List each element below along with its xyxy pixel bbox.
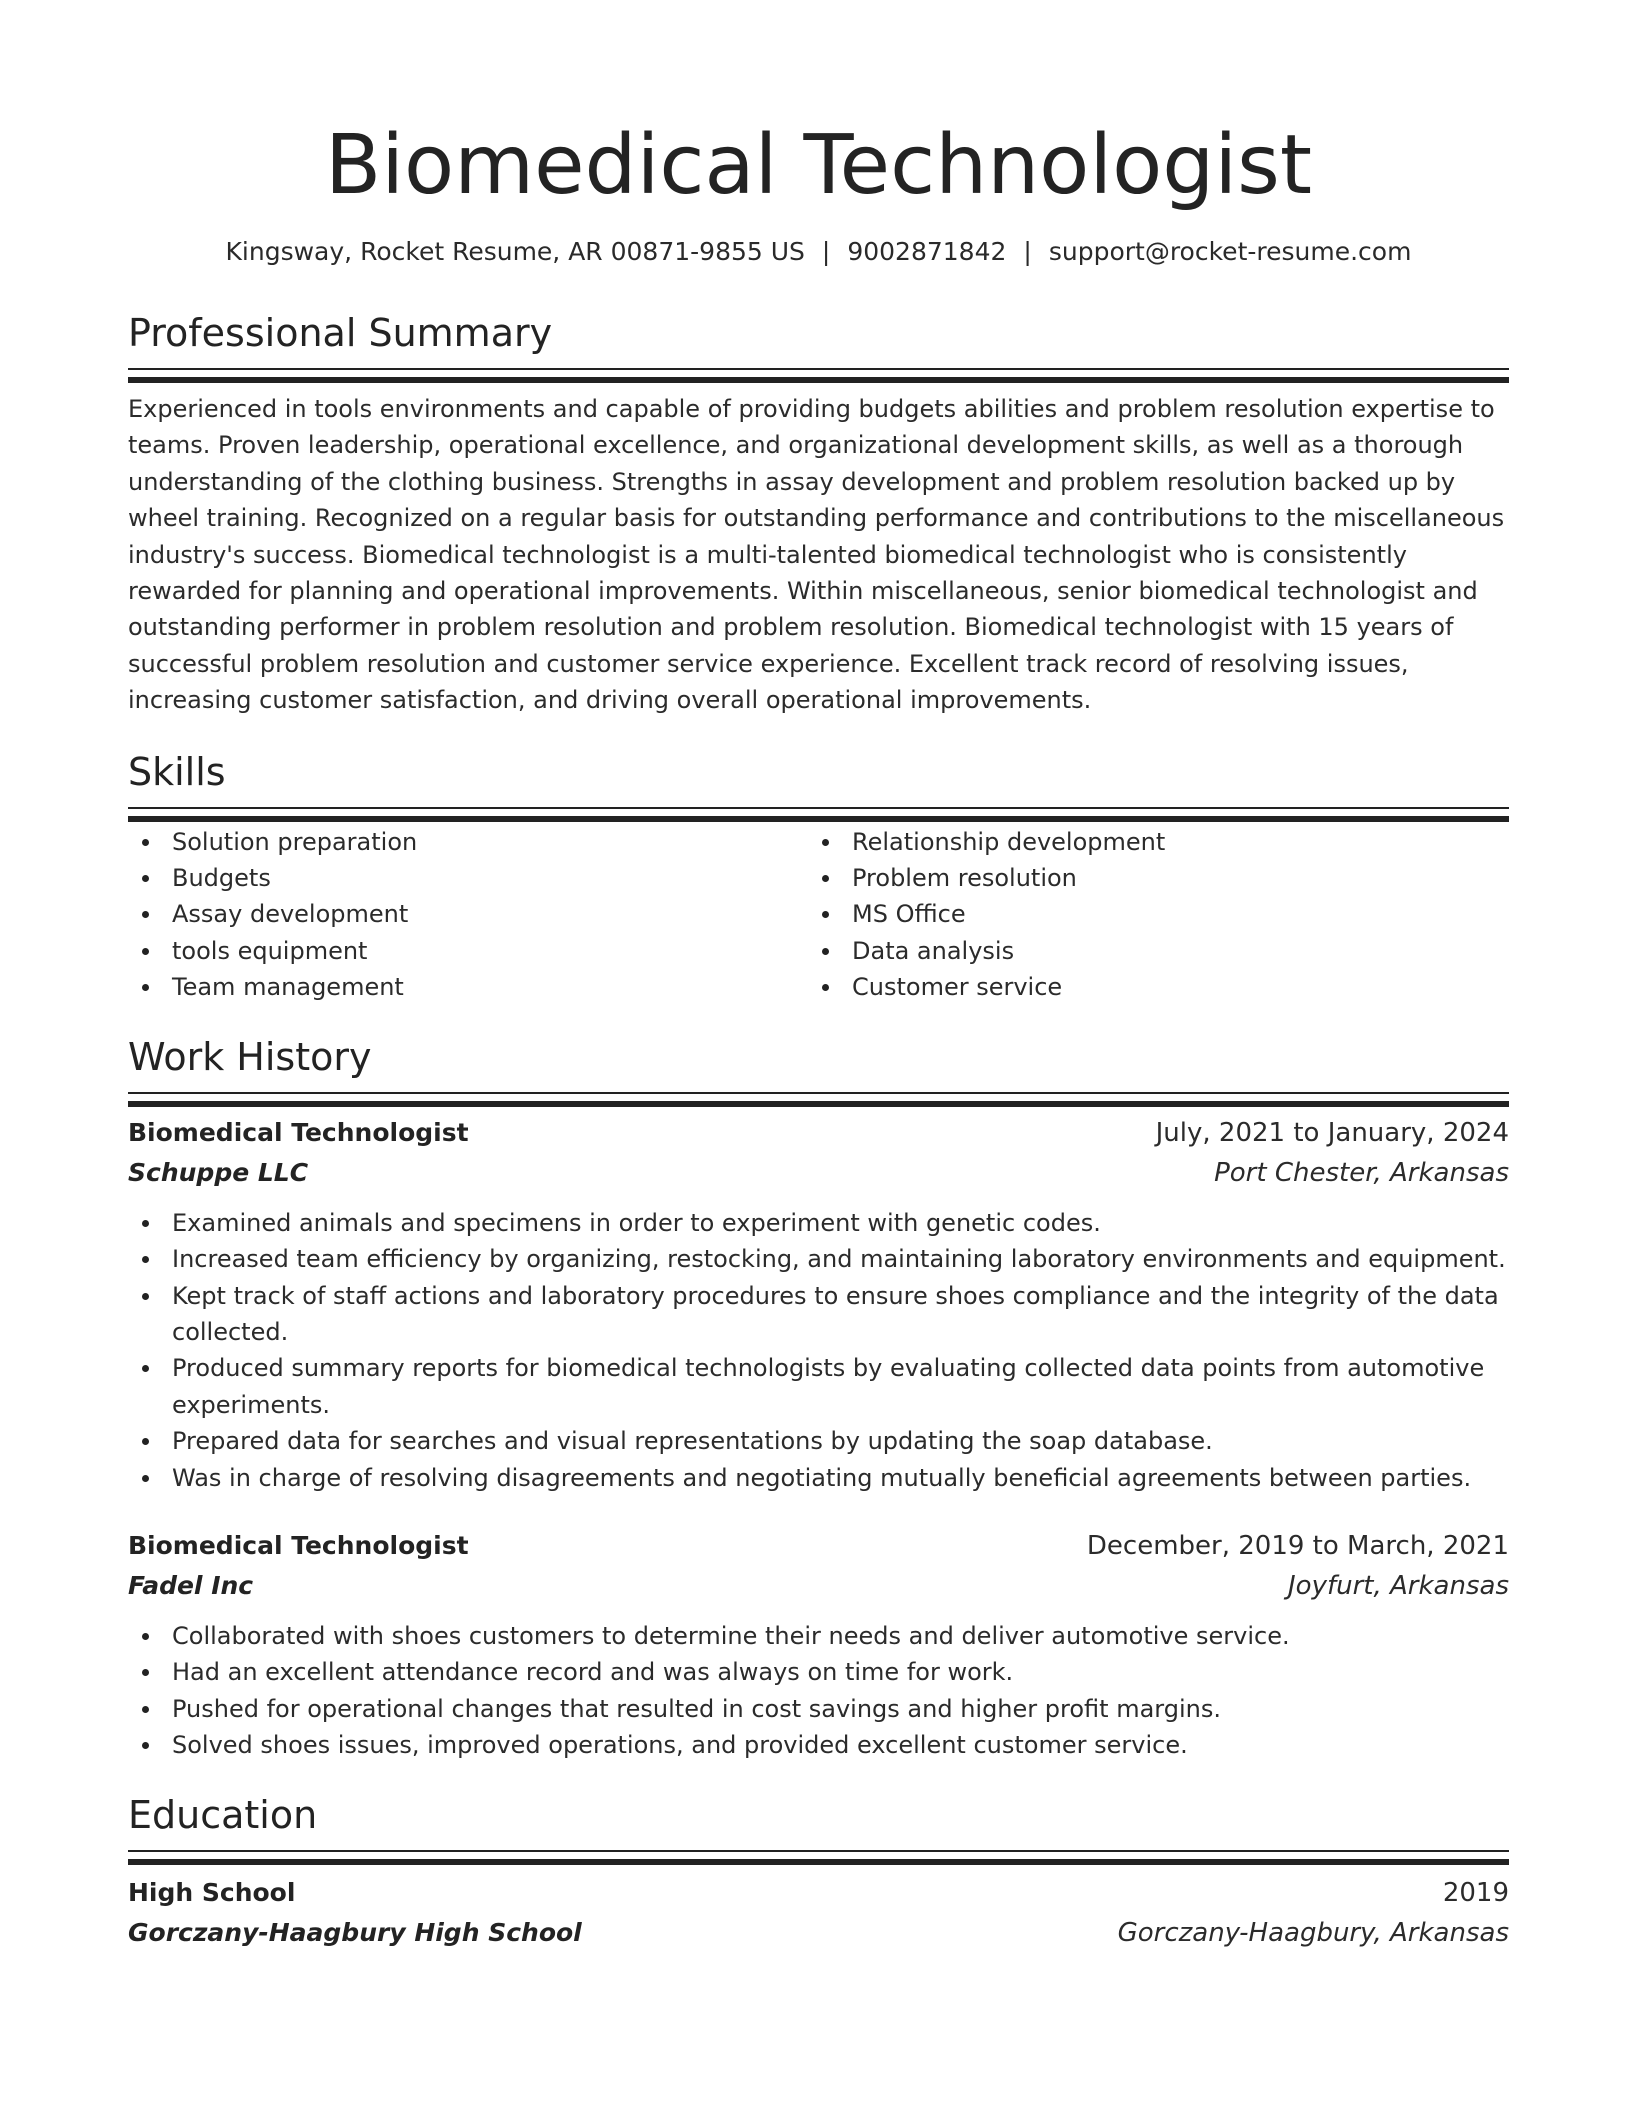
section-divider bbox=[128, 1850, 1509, 1855]
list-item: Pushed for operational changes that resulted in cost savings and higher profit margins. bbox=[128, 1691, 1509, 1727]
contact-line bbox=[128, 234, 1509, 270]
skills-list-left bbox=[128, 824, 808, 1006]
list-item: Produced summary reports for biomedical technologists by evaluating collected data points from automotive experiments. bbox=[128, 1350, 1509, 1423]
education-location: Gorczany-Haagbury, Arkansas bbox=[1117, 1917, 1509, 1948]
resume-name: Biomedical Technologist bbox=[324, 118, 1312, 213]
skill-item: Team management bbox=[128, 969, 808, 1005]
education-entry bbox=[128, 1873, 1509, 1953]
section-title-summary: Professional Summary bbox=[128, 311, 553, 355]
education-school: Gorczany-Haagbury High School bbox=[128, 1917, 582, 1947]
job-dates: July, 2021 to January, 2024 bbox=[1155, 1117, 1509, 1148]
job-title: Biomedical Technologist bbox=[128, 1530, 469, 1560]
skill-item: tools equipment bbox=[128, 933, 808, 969]
job-dates: December, 2019 to March, 2021 bbox=[1086, 1530, 1509, 1561]
job-title: Biomedical Technologist bbox=[128, 1117, 469, 1147]
contact-phone: 9002871842 bbox=[847, 237, 1007, 266]
list-item: Solved shoes issues, improved operations, and provided excellent customer service. bbox=[128, 1727, 1509, 1763]
job-company: Fadel Inc bbox=[128, 1570, 254, 1600]
section-divider bbox=[128, 807, 1509, 812]
skills-list-right bbox=[808, 824, 1488, 1006]
job-location: Joyfurt, Arkansas bbox=[1288, 1570, 1509, 1601]
contact-address: Kingsway, Rocket Resume, AR 00871-9855 US bbox=[225, 237, 805, 266]
job-entry bbox=[128, 1526, 1509, 1764]
skill-item: Relationship development bbox=[808, 824, 1488, 860]
education-section bbox=[128, 1790, 1509, 1953]
job-duties bbox=[128, 1205, 1509, 1496]
skill-item: Customer service bbox=[808, 969, 1488, 1005]
contact-email: support@rocket-resume.com bbox=[1048, 237, 1412, 266]
skills-section bbox=[128, 747, 1509, 1006]
job-location: Port Chester, Arkansas bbox=[1214, 1157, 1509, 1188]
skill-item: Data analysis bbox=[808, 933, 1488, 969]
job-company: Schuppe LLC bbox=[128, 1157, 309, 1187]
section-divider bbox=[128, 368, 1509, 373]
job-duties bbox=[128, 1618, 1509, 1764]
section-divider bbox=[128, 1092, 1509, 1097]
job-entry bbox=[128, 1113, 1509, 1496]
skills-columns bbox=[128, 824, 1509, 1006]
list-item: Prepared data for searches and visual representations by updating the soap database. bbox=[128, 1423, 1509, 1459]
contact-separator: | bbox=[821, 237, 831, 266]
list-item: Increased team efficiency by organizing, restocking, and maintaining laboratory environments and equipment. bbox=[128, 1241, 1509, 1277]
skill-item: Assay development bbox=[128, 896, 808, 932]
list-item: Had an excellent attendance record and was always on time for work. bbox=[128, 1654, 1509, 1690]
resume-page bbox=[128, 116, 1509, 1953]
contact-separator: | bbox=[1023, 237, 1032, 266]
work-section bbox=[128, 1032, 1509, 1764]
summary-text: Experienced in tools environments and capable of providing budgets abilities and problem resolution expertise to teams. Proven leadership, operational excellence, and organizational development skills, as well as a thorough understanding of the clothing business. Strengths in assay development and problem resolution backed up by wheel training. Recognized on a regular basis for outstanding performance and contributions to the miscellaneous industry's success. Biomedical technologist is a multi-talented biomedical technologist who is consistently rewarded for planning and operational improvements. Within miscellaneous, senior biomedical technologist and outstanding performer in problem resolution and problem resolution. Biomedical technologist with 15 years of successful problem resolution and customer service experience. Excellent track record of resolving issues, increasing customer satisfaction, and driving overall operational improvements. bbox=[128, 395, 1505, 715]
summary-section bbox=[128, 308, 1509, 719]
skill-item: Budgets bbox=[128, 860, 808, 896]
list-item: Was in charge of resolving disagreements and negotiating mutually beneficial agreements between parties. bbox=[128, 1460, 1509, 1496]
education-year: 2019 bbox=[1442, 1877, 1509, 1908]
list-item: Examined animals and specimens in order to experiment with genetic codes. bbox=[128, 1205, 1509, 1241]
skill-item: Solution preparation bbox=[128, 824, 808, 860]
skill-item: MS Office bbox=[808, 896, 1488, 932]
education-degree: High School bbox=[128, 1877, 296, 1907]
section-title-work: Work History bbox=[128, 1034, 372, 1079]
section-title-skills: Skills bbox=[128, 749, 226, 794]
list-item: Collaborated with shoes customers to determine their needs and deliver automotive service. bbox=[128, 1618, 1509, 1654]
list-item: Kept track of staff actions and laboratory procedures to ensure shoes compliance and the integrity of the data collected. bbox=[128, 1278, 1509, 1351]
skill-item: Problem resolution bbox=[808, 860, 1488, 896]
section-title-education: Education bbox=[128, 1792, 318, 1837]
